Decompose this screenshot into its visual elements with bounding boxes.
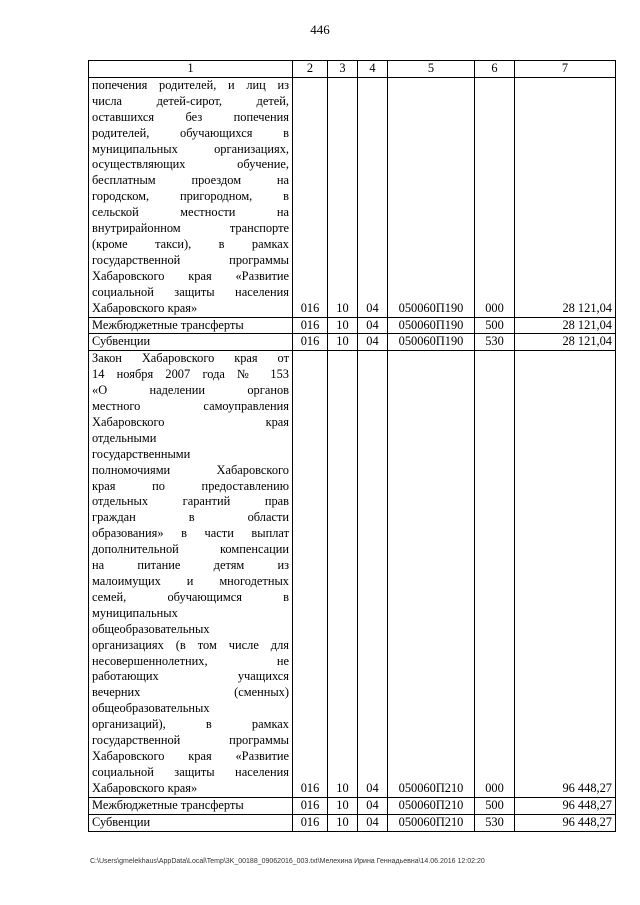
- table-row: [89, 351, 616, 797]
- description-line: Субвенции: [92, 814, 151, 829]
- amount: 96 448,27: [515, 797, 616, 814]
- description-line: полномочиями Хабаровского: [92, 462, 289, 477]
- description-line: родителей, обучающихся в: [92, 125, 289, 140]
- ministry-code: 016: [293, 334, 328, 351]
- column-header: 1: [89, 61, 293, 78]
- ministry-code: 016: [293, 351, 328, 797]
- description-line: «О наделении органов: [92, 383, 289, 398]
- expense-type-code: 000: [475, 351, 515, 797]
- target-article-code: 050060П210: [388, 814, 475, 831]
- description-line: общеобразовательных: [92, 621, 210, 636]
- ministry-code: 016: [293, 77, 328, 317]
- description-line: дополнительной компенсации: [92, 542, 289, 557]
- description-line: осуществляющих обучение,: [92, 157, 289, 172]
- subsection-code: 04: [358, 77, 388, 317]
- amount: 96 448,27: [515, 351, 616, 797]
- amount: 96 448,27: [515, 814, 616, 831]
- ministry-code: 016: [293, 317, 328, 334]
- description-line: государственной программы: [92, 252, 289, 267]
- ministry-code: 016: [293, 814, 328, 831]
- description-line: социальной защиты населения: [92, 284, 289, 299]
- target-article-code: 050060П190: [388, 334, 475, 351]
- table-header-row: [89, 61, 616, 78]
- description-line: Хабаровского края «Развитие: [92, 268, 289, 283]
- column-header: 3: [328, 61, 358, 78]
- file-path-footer: C:\Users\gmelekhaus\AppData\Local\Temp\3K_00188_09062016_003.txt\Мелехина Ирина Геннадьевна\14.06.2016 12:02:20: [90, 858, 485, 865]
- description-line: бесплатным проездом на: [92, 173, 289, 188]
- description-line: работающих учащихся: [92, 669, 289, 684]
- column-header: 5: [388, 61, 475, 78]
- description-line: организаций), в рамках: [92, 717, 289, 732]
- ministry-code: 016: [293, 797, 328, 814]
- description-line: граждан в области: [92, 510, 289, 525]
- description-line: Межбюджетные трансферты: [92, 317, 244, 332]
- table-row: [89, 814, 616, 831]
- description-line: Субвенции: [92, 334, 151, 349]
- subsection-code: 04: [358, 317, 388, 334]
- subsection-code: 04: [358, 797, 388, 814]
- target-article-code: 050060П190: [388, 317, 475, 334]
- description-line: Межбюджетные трансферты: [92, 797, 244, 812]
- section-code: 10: [328, 351, 358, 797]
- amount: 28 121,04: [515, 317, 616, 334]
- subsection-code: 04: [358, 334, 388, 351]
- description-line: местного самоуправления: [92, 399, 289, 414]
- description-line: семей, обучающимся в: [92, 589, 289, 604]
- expense-type-code: 000: [475, 77, 515, 317]
- expense-type-code: 530: [475, 814, 515, 831]
- description-line: (кроме такси), в рамках: [92, 236, 289, 251]
- description-line: Хабаровского края: [92, 414, 289, 429]
- expense-type-code: 530: [475, 334, 515, 351]
- description-line: государственной программы: [92, 733, 289, 748]
- description-line: отдельными: [92, 430, 157, 445]
- section-code: 10: [328, 77, 358, 317]
- section-code: 10: [328, 317, 358, 334]
- description-line: Хабаровского края»: [92, 300, 198, 315]
- description-line: организациях (в том числе для: [92, 637, 289, 652]
- description-line: государственными: [92, 446, 191, 461]
- row-description: [89, 317, 293, 334]
- description-line: Хабаровского края «Развитие: [92, 748, 289, 763]
- description-line: внутрирайонном транспорте: [92, 221, 289, 236]
- table-row: [89, 317, 616, 334]
- description-line: Закон Хабаровского края от: [92, 351, 289, 366]
- description-line: отдельных гарантий прав: [92, 494, 289, 509]
- amount: 28 121,04: [515, 77, 616, 317]
- description-line: образования» в части выплат: [92, 526, 289, 541]
- description-line: муниципальных организациях,: [92, 141, 289, 156]
- amount: 28 121,04: [515, 334, 616, 351]
- target-article-code: 050060П210: [388, 351, 475, 797]
- description-line: края по предоставлению: [92, 478, 289, 493]
- subsection-code: 04: [358, 351, 388, 797]
- description-line: числа детей-сирот, детей,: [92, 93, 289, 108]
- table-row: [89, 334, 616, 351]
- column-header: 4: [358, 61, 388, 78]
- page-number: 446: [310, 22, 330, 37]
- description-line: Хабаровского края»: [92, 780, 198, 795]
- description-line: социальной защиты населения: [92, 764, 289, 779]
- table-row: [89, 797, 616, 814]
- description-line: на питание детям из: [92, 558, 289, 573]
- row-description: [89, 797, 293, 814]
- column-header: 6: [475, 61, 515, 78]
- description-line: общеобразовательных: [92, 701, 210, 716]
- section-code: 10: [328, 814, 358, 831]
- description-line: оставшихся без попечения: [92, 109, 289, 124]
- row-description: [89, 77, 293, 317]
- table-row: [89, 77, 616, 317]
- target-article-code: 050060П210: [388, 797, 475, 814]
- budget-table: [88, 60, 616, 832]
- column-header: 7: [515, 61, 616, 78]
- description-line: 14 ноября 2007 года № 153: [92, 367, 289, 382]
- column-header: 2: [293, 61, 328, 78]
- description-line: вечерних (сменных): [92, 685, 289, 700]
- section-code: 10: [328, 334, 358, 351]
- expense-type-code: 500: [475, 317, 515, 334]
- description-line: сельской местности на: [92, 205, 289, 220]
- row-description: [89, 814, 293, 831]
- description-line: попечения родителей, и лиц из: [92, 77, 289, 92]
- expense-type-code: 500: [475, 797, 515, 814]
- description-line: несовершеннолетних, не: [92, 653, 289, 668]
- subsection-code: 04: [358, 814, 388, 831]
- row-description: [89, 334, 293, 351]
- description-line: малоимущих и многодетных: [92, 574, 289, 588]
- target-article-code: 050060П190: [388, 77, 475, 317]
- description-line: муниципальных: [92, 605, 178, 620]
- row-description: [89, 351, 293, 797]
- section-code: 10: [328, 797, 358, 814]
- description-line: городском, пригородном, в: [92, 189, 289, 204]
